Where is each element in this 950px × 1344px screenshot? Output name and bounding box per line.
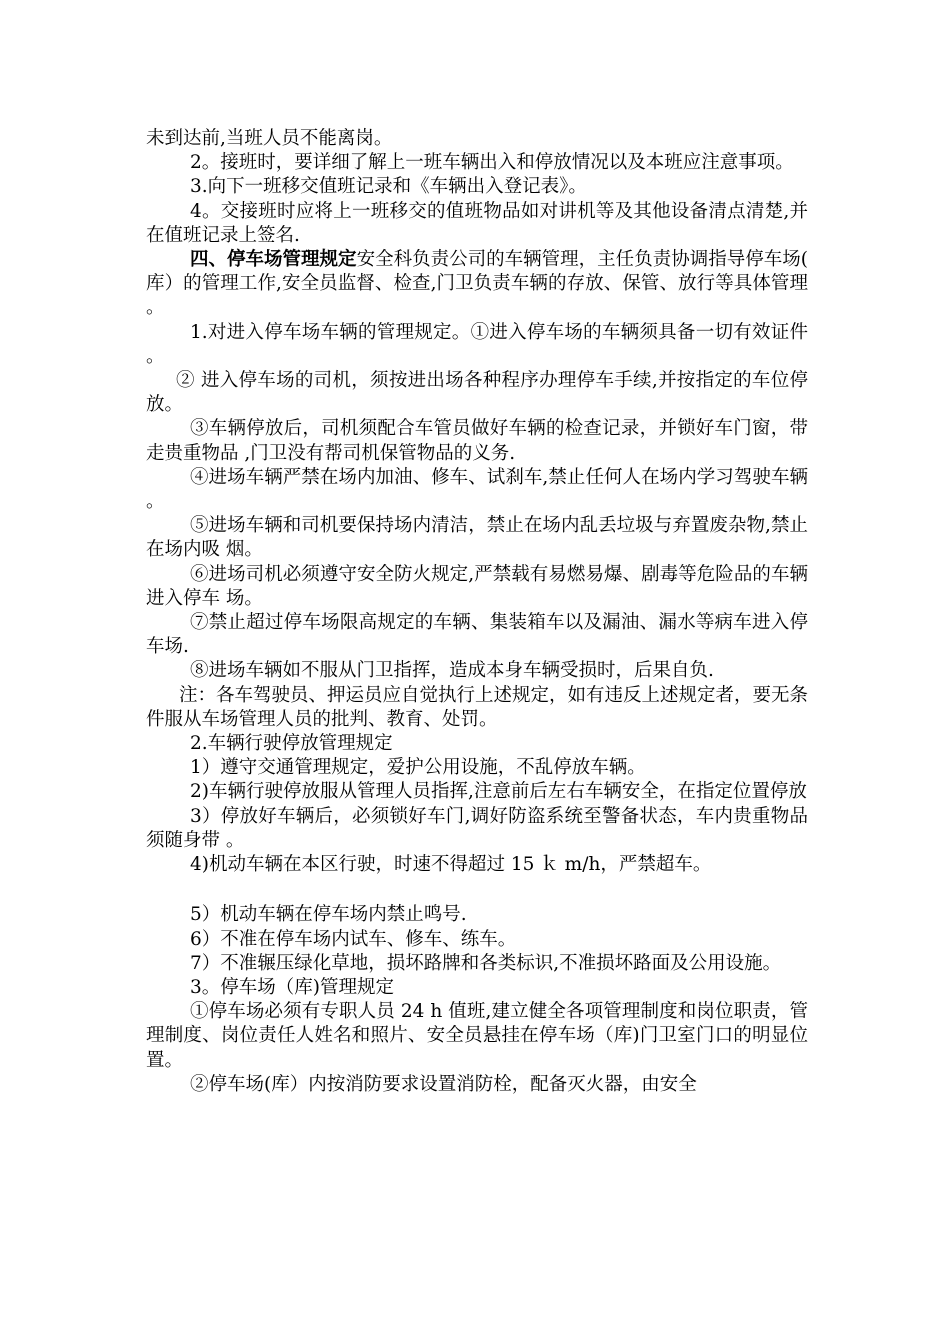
- paragraph-driving-5: 5）机动车辆在停车场内禁止鸣号.: [190, 904, 467, 926]
- paragraph-driving-2: 2)车辆行驶停放服从管理人员指挥,注意前后左右车辆安全，在指定位置停放: [190, 781, 807, 803]
- paragraph-lot-1: ①停车场必须有专职人员 24 h 值班,建立健全各项管理制度和岗位职责，管理制度、岗位责任人姓名和照片、安全员悬挂在停车场（库)门卫室门口的明显位置。: [146, 1001, 808, 1071]
- paragraph-driving-6: 6）不准在停车场内试车、修车、练车。: [190, 928, 517, 950]
- paragraph-rule-8: ⑧进场车辆如不服从门卫指挥，造成本身车辆受损时，后果自负.: [190, 660, 714, 682]
- paragraph-continuation: 未到达前,当班人员不能离岗。: [146, 128, 393, 149]
- paragraph-lot-title: 3。停车场（库)管理规定: [190, 976, 394, 998]
- blank-line: [146, 877, 808, 903]
- document-body: [146, 127, 808, 1097]
- paragraph-section-4: [146, 248, 808, 321]
- paragraph-rule-2: ② 进入停车场的司机，须按进出场各种程序办理停车手续,并按指定的车位停放。: [146, 370, 808, 416]
- section-intro-text: 安全科负责公司的车辆管理，主任负责协调指导停车场(库）的管理工作,安全员监督、检查,门卫负责车辆的存放、保管、放行等具体管理。: [146, 249, 808, 319]
- paragraph-handover-2: 2。接班时，要详细了解上一班车辆出入和停放情况以及本班应注意事项。: [190, 152, 794, 174]
- paragraph-rule-6: ⑥进场司机必须遵守安全防火规定,严禁载有易燃易爆、剧毒等危险品的车辆进入停车 场。: [146, 563, 808, 609]
- paragraph-rule-5: ⑤进场车辆和司机要保持场内清洁，禁止在场内乱丢垃圾与弃置废杂物,禁止在场内吸 烟。: [146, 515, 808, 561]
- paragraph-entry-rules: 1.对进入停车场车辆的管理规定。①进入停车场的车辆须具备一切有效证件。: [146, 321, 808, 367]
- paragraph-note: 注：各车驾驶员、押运员应自觉执行上述规定，如有违反上述规定者，要无条件服从车场管理人员的批判、教育、处罚。: [146, 684, 809, 730]
- paragraph-rule-3: ③车辆停放后，司机须配合车管员做好车辆的检查记录，并锁好车门窗，带走贵重物品 ,门卫没有帮司机保管物品的义务.: [146, 418, 808, 464]
- paragraph-driving-4: 4)机动车辆在本区行驶，时速不得超过 15 ｋ m/h，严禁超车。: [190, 854, 712, 876]
- paragraph-rule-4: ④进场车辆严禁在场内加油、修车、试刹车,禁止任何人在场内学习驾驶车辆。: [146, 466, 808, 513]
- paragraph-driving-3: 3）停放好车辆后，必须锁好车门,调好防盗系统至警备状态，车内贵重物品须随身带 。: [146, 805, 808, 851]
- paragraph-lot-2: ②停车场(库）内按消防要求设置消防栓，配备灭火器，由安全: [190, 1073, 697, 1095]
- section-heading: 四、停车场管理规定: [190, 249, 357, 271]
- paragraph-handover-3: 3.向下一班移交值班记录和《车辆出入登记表》。: [190, 176, 587, 198]
- paragraph-rule-7: ⑦禁止超过停车场限高规定的车辆、集装箱车以及漏油、漏水等病车进入停车场.: [146, 612, 808, 658]
- paragraph-handover-4: 4。交接班时应将上一班移交的值班物品如对讲机等及其他设备清点清楚,并在值班记录上签名.: [146, 200, 808, 246]
- paragraph-driving-title: 2.车辆行驶停放管理规定: [190, 733, 393, 755]
- paragraph-driving-1: 1）遵守交通管理规定，爱护公用设施，不乱停放车辆。: [190, 757, 646, 779]
- paragraph-driving-7: 7）不准辗压绿化草地，损坏路牌和各类标识,不准损坏路面及公用设施。: [190, 952, 782, 974]
